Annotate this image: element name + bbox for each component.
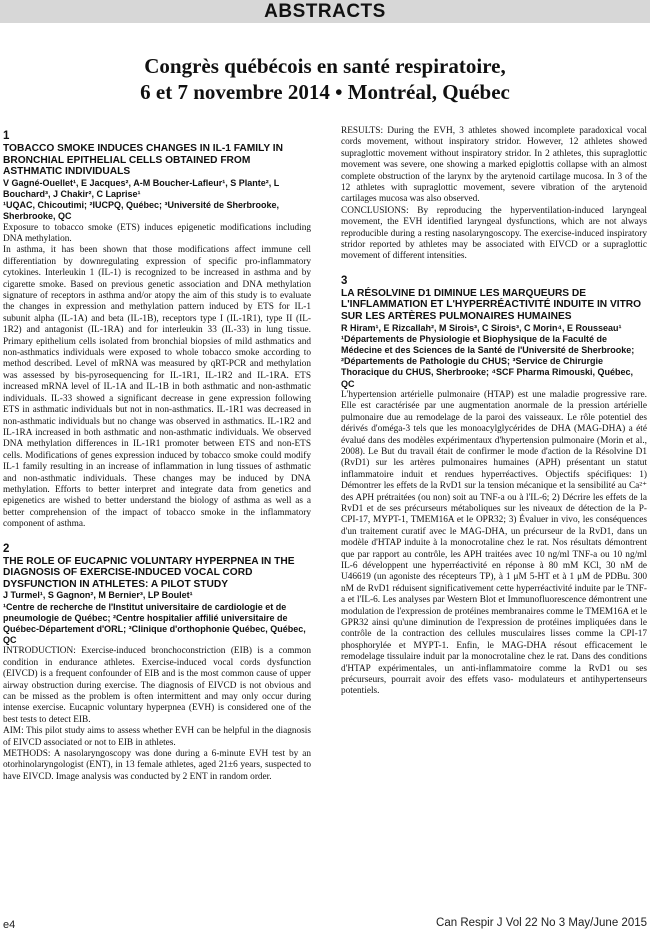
page-number: e4 (3, 919, 16, 931)
conference-title-line1: Congrès québécois en santé respiratoire, (144, 54, 506, 78)
abstract-number: 1 (3, 130, 10, 142)
abstract-paragraph: Exposure to tobacco smoke (ETS) induces epigenetic modifications including DNA methylation. (3, 222, 311, 244)
abstract-paragraph: INTRODUCTION: Exercise-induced bronchoconstriction (EIB) is a common condition in endurance athletes. Exercise-induced vocal cords dysfunction (EIVCD) is a frequent confounder of EIB and is the most common cause of upper airway obstruction during exercise. The diagnosis of EIVCD is not obvious and can be missed as the problem is often intermittent and may only occur during intense exercise. Eucapnic voluntary hyperpnea (EVH) is considered one of the best tests to detect EIB. (3, 646, 311, 725)
abstract-title: TOBACCO SMOKE INDUCES CHANGES IN IL-1 FAMILY IN BRONCHIAL EPITHELIAL CELLS OBTAINED FROM ASTHMATIC INDIVIDUALS (3, 143, 283, 178)
abstract-paragraph: RESULTS: During the EVH, 3 athletes showed incomplete paradoxical vocal cords movement, without inspiratory stridor. However, 12 athletes showed supraglottic movement without inspiratory stridor. In 2 athletes, this supraglottic movement was severe, one showing a marked epiglottis collapse with an almost complete obstruction of the larynx by the arytenoid cartilage mucosa. In 3 of the 12 athletes with supraglottic movement, severe vibration of the arytenoid cartilages mucosa was also observed. (341, 126, 647, 205)
abstract-title: LA RÉSOLVINE D1 DIMINUE LES MARQUEURS DE L'INFLAMMATION ET L'HYPERRÉACTIVITÉ INDUITE IN VITRO SUR LES ARTÈRES PULMONAIRES HUMAINES (341, 287, 642, 323)
abstract-paragraph: L'hypertension artérielle pulmonaire (HTAP) est une maladie progressive rare. Elle est caractérisée par une augmentation anormale de la pression artérielle pulmonaire due au remodelage de la paroi des vaisseaux. Le rôle potentiel des dérivés d'oméga-3 tels que les monoacylglycérides de DHA (MAG-DHA) a été évalué dans des modèles expérimentaux d'hypertension pulmonaire (Morin et al., 2008). Le But du travail était de confirmer le mode d'action de la Résolvine D1 (RvD1) sur les artères pulmonaires humaines (APH) présentant un statut inflammatoire induit et rendues hyperréactives. Objectifs spécifiques: 1) Démontrer les effets de la RvD1 sur la tension mécanique et la sensibilité au Ca²⁺ des APH prétraitées (ou non) soit au TNF-a ou à l'IL-6; 2) Décrire les effets de la RvD1 et de ses précurseurs métaboliques sur les niveaux de détection de la P-CPI-17, MYPT-1, TMEM16A et le OPR32; 3) Évaluer in vivo, les conséquences d'un traitement curatif avec le MAG-DHA, un précurseur de la RvD1, dans un modèle d'HTAP induite à la monocrotaline chez le rat. Nos résultats démontrent que par rapport au contrôle, les APH traitées avec 10 ng/ml TNF-a ou 10 ng/ml IL-6 développent une hyperréactivité en réponse à 80 mM KCl, 30 nM de U46619 (un agoniste des récepteurs TP), à 1 μM 5-HT et à 1 μM de PDBu. 300 nM de RvD1 réduisent significativement cette hyperréactivité induite par le TNF-a et l'IL-6. Les analyses par Western Blot et Immunofluorescence démontrent une modulation de l'expression de protéines membranaires comme le TMEM16A et le GPR32 ainsi qu'une diminution de l'expression de protéines impliquées dans le contrôle de la contraction des cellules musculaires lisses comme la CPI-17 phosphorylée et MYPT-1. Enfin, le MAG-DHA résout efficacement le remodelage tissulaire induit par la monocrotaline chez le rat. Dans des conditions d'HTAP expérimentales, un anti-inflammatoire comme la RvD1 ou ses précurseurs, pourrait avoir des effets vaso- modulateurs et antihypertenseurs potentiels. (341, 389, 647, 697)
abstract-affiliations: ¹UQAC, Chicoutimi; ²IUCPQ, Québec; ³Université de Sherbrooke, Sherbrooke, QC (3, 200, 280, 222)
abstract-2 (3, 543, 311, 784)
abstract-affiliations: ¹Départements de Physiologie et Biophysique de la Faculté de Médecine et des Sciences de la Santé de l'Université de Sherbrooke; ²Départements de Pathologie du CHUS; ³Service de Chirurgie Thoracique du CHUS, Sherbrooke; ⁴SCF Pharma Rimouski, Québec, QC (341, 333, 635, 389)
abstract-authors: J Turmel¹, S Gagnon², M Bernier³, LP Boulet¹ (3, 590, 193, 601)
right-column (341, 126, 647, 698)
spacer (3, 531, 311, 543)
abstract-number: 2 (3, 542, 10, 555)
abstract-title: THE ROLE OF EUCAPNIC VOLUNTARY HYPERPNEA IN THE DIAGNOSIS OF EXERCISE-INDUCED VOCAL CORD DYSFUNCTION IN ATHLETES: A PILOT STUDY (3, 555, 295, 590)
abstract-paragraph: AIM: This pilot study aims to assess whether EVH can be helpful in the diagnosis of EIVCD associated or not to EIB in athletes. (3, 726, 311, 748)
conference-title-line2: 6 et 7 novembre 2014 • Montréal, Québec (140, 80, 510, 104)
journal-citation: Can Respir J Vol 22 No 3 May/June 2015 (436, 917, 647, 929)
abstract-paragraph: METHODS: A nasolaryngoscopy was done during a 6-minute EVH test by an otorhinolaryngologist (ENT), in 13 female athletes, aged 21±6 years, suspected to have EIVCD. Image analysis was conducted by 2 ENT in random order. (3, 749, 311, 782)
abstract-authors: V Gagné-Ouellet¹, E Jacques², A-M Boucher-Lafleur¹, S Plante², L Bouchard³, J Chakir², C Laprise¹ (3, 177, 280, 199)
abstract-paragraph: In asthma, it has been shown that those modifications affect immune cell differentiation by downregulating expression of specific pro-inflammatory cytokines. Interleukin 1 (IL-1) is recognized to be increased in asthma and by cigarette smoke. Based on previous genetic association and DNA methylation signature of receptors in asthma and/or atopy the aim of this study is to evaluate the changes in expression and methylation pattern induced by ETS for IL-1 subunit alpha (IL-1A) and beta (IL-1B), receptors type I (IL-1R1), type II (IL-1R2) and antagonist (IL-1RA) and for interleukin 33 (IL-33) in lung tissue. Primary epithelium cells isolated from bronchial biopsies of mild asthmatics and non-asthmatics individuals were exposed to whole tobacco smoke according to method described. Level of mRNA was measured by qRT-PCR and methylation was assessed by bis-pyrosequencing for IL-1R1, IL-1R2 and IL-1RA. ETS increased mRNA level of IL-1A and IL-1B in both asthmatic and non-asthmatic individuals. IL-33 showed a significant decrease in gene expression following ETS in asthmatic individuals but not in non-asthmatics. IL-1R1 was decreased in non-asthmatic individuals but no change was observed in asthmatics. IL-1R2 and IL-1RA increased in both asthmatic and non-asthmatic individuals. We observed DNA methylation differences in IL-1R1 promoter between ETS and non-ETS cells. Modifications of genes expression induced by tobacco smoke could modify IL-1 family resulting in an increase of inflammation in lung tissues of asthmatic and non-asthmatic individuals. These changes may be induced by DNA methylation. Efforts to better interpret and integrate data from genetics and epigenetics are wished to better understand the biology of asthma as well as a better comprehension of the impact of tobacco smoke in the inflammatory component of asthma. (3, 245, 311, 530)
conference-title (0, 53, 650, 105)
left-column (3, 130, 311, 783)
section-header-title: ABSTRACTS (264, 1, 386, 22)
abstract-number: 3 (341, 274, 348, 287)
abstract-authors: R Hiram¹, E Rizcallah², M Sirois³, C Sirois³, C Morin⁴, E Rousseau¹ (341, 322, 622, 333)
abstract-1 (3, 130, 311, 531)
abstract-affiliations: ¹Centre de recherche de l'Institut universitaire de cardiologie et de pneumologie de Québec; ²Centre hospitalier affilié universitaire de Québec-Département d'ORL; ³Clinique d'orthophonie Québec, Québec, QC (3, 601, 306, 646)
abstract-3 (341, 275, 647, 698)
abstract-paragraph: CONCLUSIONS: By reproducing the hyperventilation-induced laryngeal movement, the EVH identified laryngeal dysfunctions, which are not always reproducible during a resting nasolaryngoscopy. The exercise-induced inspiratory stridor reported by athletes may be associated with EIVCD or a supraglottic movement of different intensities. (341, 205, 647, 262)
spacer (341, 263, 647, 275)
